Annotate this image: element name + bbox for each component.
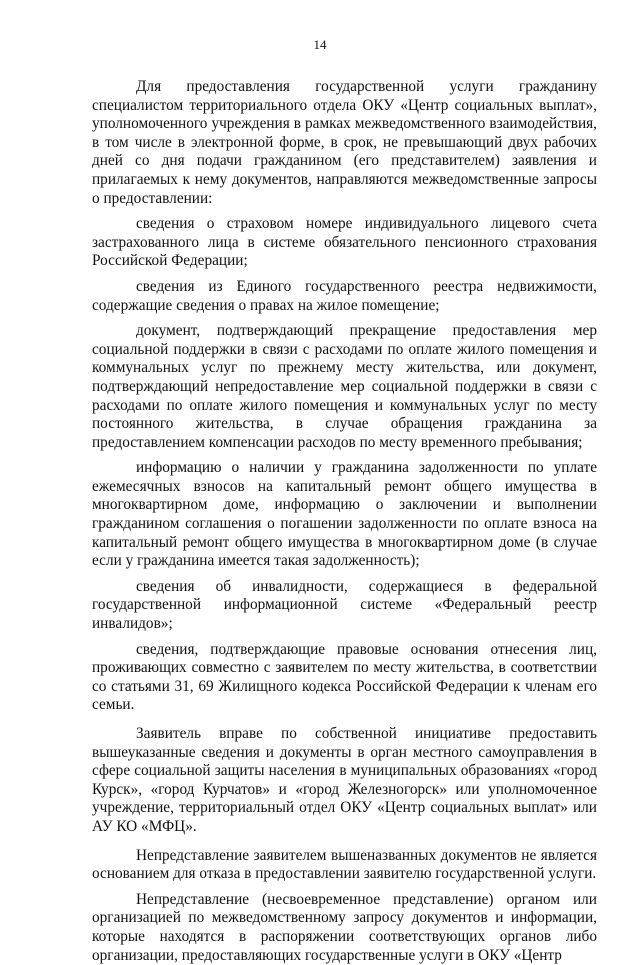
paragraph-item-family: сведения, подтверждающие правовые основания отнесения лиц, проживающих совместно с заявителем по месту жительства, в соответствии со статьями 31, 69 Жилищного кодекса Российской Федерации к членам его семьи.: [92, 640, 597, 714]
paragraph-item-disability: сведения об инвалидности, содержащиеся в федеральной государственной информационной системе «Федеральный реестр инвалидов»;: [92, 577, 597, 633]
paragraph-applicant-right: Заявитель вправе по собственной инициативе предоставить вышеуказанные сведения и документы в орган местного самоуправления в сфере социальной защиты населения в муниципальных образованиях «город Курск», «город Курчатов» и «город Железногорск» или уполномоченное учреждение, территориальный отдел ОКУ «Центр социальных выплат» или АУ КО «МФЦ».: [92, 725, 597, 835]
paragraph-non-submission: Непредставление заявителем вышеназванных документов не является основанием для отказа в предоставлении заявителю государственной услуги.: [92, 846, 597, 883]
document-body: [92, 78, 597, 965]
paragraph-intro: Для предоставления государственной услуги гражданину специалистом территориального отдела ОКУ «Центр социальных выплат», уполномоченного учреждения в рамках межведомственного взаимодействия, в том числе в электронной форме, в срок, не превышающий двух рабочих дней со дня подачи гражданином (его представителем) заявления и прилагаемых к нему документов, направляются межведомственные запросы о предоставлении:: [92, 78, 597, 207]
paragraph-item-snils: сведения о страховом номере индивидуального лицевого счета застрахованного лица в системе обязательного пенсионного страхования Российской Федерации;: [92, 215, 597, 270]
paragraph-late-submission: Непредставление (несвоевременное представление) органом или организацией по межведомственному запросу документов и информации, которые находятся в распоряжении соответствующих органов либо организации, предоставляющих государственные услуги в ОКУ «Центр: [92, 890, 597, 964]
page-number: 14: [313, 37, 327, 52]
paragraph-item-support-document: документ, подтверждающий прекращение предоставления мер социальной поддержки в связи с расходами по оплате жилого помещения и коммунальных услуг по прежнему месту жительства, или документ, подтверждающий непредоставление мер социальной поддержки в связи с расходами по оплате жилого помещения и коммунальных услуг по месту постоянного жительства, в случае обращения гражданина за предоставлением компенсации расходов по месту временного пребывания;: [92, 322, 597, 451]
paragraph-item-egrn: сведения из Единого государственного реестра недвижимости, содержащие сведения о правах на жилое помещение;: [92, 277, 597, 314]
paragraph-item-debt-info: информацию о наличии у гражданина задолженности по уплате ежемесячных взносов на капитальный ремонт общего имущества в многоквартирном доме, информацию о заключении и выполнении гражданином соглашения о погашении задолженности по оплате взноса на капитальный ремонт общего имущества в многоквартирном доме (в случае если у гражданина имеется такая задолженность);: [92, 459, 597, 570]
